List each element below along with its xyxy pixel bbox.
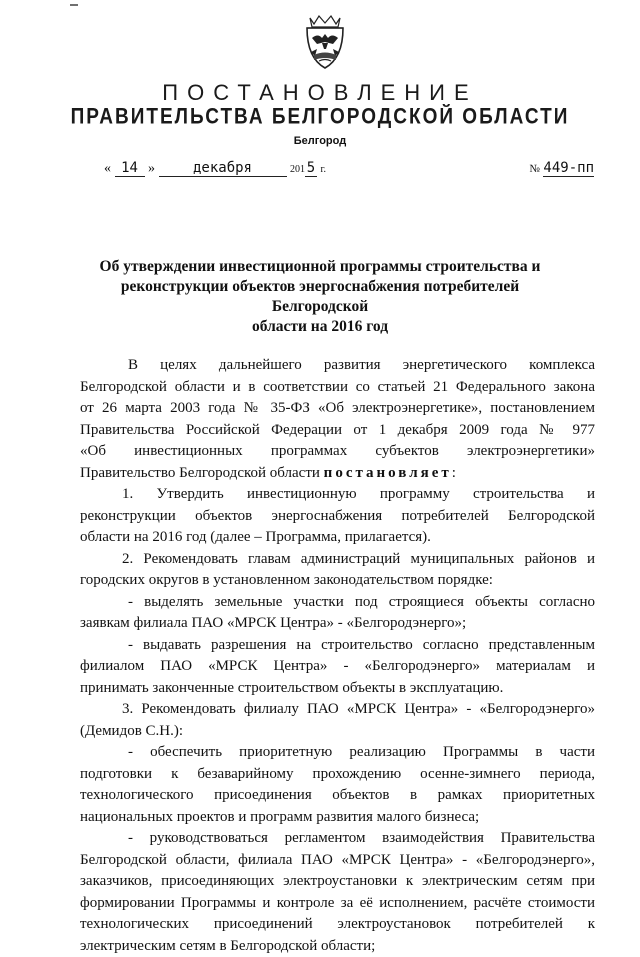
decree-prefix: Правительство Белгородской области — [80, 465, 320, 481]
body-line: «Об инвестиционных программах субъектов электроэнергетики» — [80, 441, 595, 463]
date-year-digit: 5 — [305, 160, 317, 177]
body-line: В целях дальнейшего развития энергетического комплекса — [80, 355, 595, 377]
item1-line: области на 2016 год (далее – Программа, прилагается). — [80, 527, 595, 549]
item3-line: подготовки к безаварийному прохождению осенне-зимнего периода, — [80, 764, 595, 786]
heading-line: Об утверждении инвестиционной программы строительства и — [90, 257, 550, 277]
item3-line: формировании Программы и контроле за её исполнением, расчёте стоимости — [80, 893, 595, 915]
body-line: Белгородской области и в соответствии со статьей 21 Федерального закона — [80, 377, 595, 399]
document-body — [80, 355, 595, 957]
heading-line: реконструкции объектов энергоснабжения потребителей Белгородской — [90, 277, 550, 317]
item1-line: 1. Утвердить инвестиционную программу строительства и — [80, 484, 595, 506]
decree-line — [80, 463, 595, 485]
item3-line: Белгородской области, филиала ПАО «МРСК Центра» - «Белгородэнерго», — [80, 850, 595, 872]
body-line: Правительства Российской Федерации от 1 декабря 2009 года № 977 — [80, 420, 595, 442]
date-day: 14 — [115, 160, 145, 177]
item1-line: реконструкции объектов энергоснабжения потребителей Белгородской — [80, 506, 595, 528]
date-year-prefix: 201 — [290, 164, 305, 175]
decree-colon: : — [452, 465, 456, 481]
item2-line: филиалом ПАО «МРСК Центра» - «Белгородэнерго» материалам и — [80, 656, 595, 678]
item3-line: технологических присоединений электроустановок потребителей к — [80, 914, 595, 936]
item2-line: городских округов в установленном законодательством порядке: — [80, 570, 595, 592]
item2-line: заявкам филиала ПАО «МРСК Центра» - «Белгородэнерго»; — [80, 613, 595, 635]
document-date — [104, 160, 326, 177]
date-close-quote: » — [148, 161, 155, 176]
document-type: ПОСТАНОВЛЕНИЕ — [0, 80, 640, 106]
document-heading — [90, 257, 550, 337]
document-number — [529, 160, 594, 177]
date-month: декабря — [159, 160, 287, 177]
corner-mark — [68, 2, 80, 12]
item2-line: - выделять земельные участки под строящиеся объекты согласно — [80, 592, 595, 614]
item3-line: электрическим сетям в Белгородской области; — [80, 936, 595, 957]
item3-line: - руководствоваться регламентом взаимодействия Правительства — [80, 828, 595, 850]
item3-line: (Демидов С.Н.): — [80, 721, 595, 743]
item3-line: заказчиков, присоединяющих электроустановки к электрическим сетям при — [80, 871, 595, 893]
heading-line: области на 2016 год — [90, 317, 550, 337]
city-name: Белгород — [0, 135, 640, 147]
body-line: от 26 марта 2003 года № 35-ФЗ «Об электроэнергетике», постановлением — [80, 398, 595, 420]
number-value: 449-пп — [543, 160, 594, 177]
date-year-suffix: г. — [321, 164, 326, 175]
item3-line: технологического присоединения объектов в рамках приоритетных — [80, 785, 595, 807]
date-open-quote: « — [104, 161, 111, 176]
issuing-authority: ПРАВИТЕЛЬСТВА БЕЛГОРОДСКОЙ ОБЛАСТИ — [0, 105, 640, 130]
item2-line: 2. Рекомендовать главам администраций муниципальных районов и — [80, 549, 595, 571]
item2-line: - выдавать разрешения на строительство согласно представленным — [80, 635, 595, 657]
item3-line: 3. Рекомендовать филиалу ПАО «МРСК Центра» - «Белгородэнерго» — [80, 699, 595, 721]
item3-line: национальных проектов и программ развития малого бизнеса; — [80, 807, 595, 829]
coat-of-arms-emblem — [302, 8, 348, 72]
decree-word: постановляет — [324, 465, 452, 481]
number-label: № — [529, 163, 540, 175]
item3-line: - обеспечить приоритетную реализацию Программы в части — [80, 742, 595, 764]
item2-line: принимать законченные строительством объекты в эксплуатацию. — [80, 678, 595, 700]
